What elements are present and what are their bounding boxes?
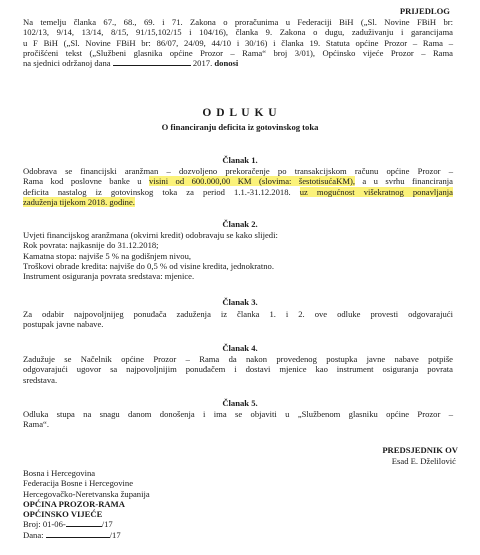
preamble [23,17,453,68]
article-4-line: odgovarajući ugovor sa najpovoljnijim ponuđačem i dostavi mjenice kao instrument osiguranja povrata [23,364,453,375]
footer-line: Hercegovačko-Neretvanska županija [23,488,150,499]
article-5-line: Rama“. [23,419,50,430]
date-line [23,530,243,540]
reference-number [23,519,243,529]
article-1-line [23,197,453,207]
amount-highlight: visini od 600.000,00 KM (slovima: šestotisućaKM), [149,176,355,187]
article-2-line: Kamatna stopa: najviše 5 % na godišnjem nivou, [23,250,192,261]
article-4-line: Zadužuje se Načelnik općine Prozor – Rama da nakon provedenog postupka javne nabave potpiše [23,354,453,364]
article-1-line [23,176,453,186]
broj-label: Broj: 01-06- [23,519,66,530]
document-title: O D L U K U [202,107,278,119]
article-2-line: Uvjeti financijskog aranžmana (okvirni kredit) odobravaju se kako slijedi: [23,230,278,240]
article-5-body [23,409,453,430]
article-3-line: Za odabir najpovoljnijeg ponuđača zaduženja iz članka 1. i 2. ove odluke provesti odgovarajući [23,309,453,319]
preamble-line: u F BiH („Sl. Novine FBiH br: 86/07, 24/09, 44/10 i 30/16) i članka 19. Statuta općine Prozor – Rama – [23,37,453,48]
article-1-line [23,187,453,197]
dana-year: /17 [109,529,121,540]
article-2-line: Rok povrata: najkasnije do 31.12.2018; [23,240,159,251]
council-name: OPĆINSKO VIJEĆE [23,509,103,520]
article-3-line: postupak javne nabave. [23,319,104,330]
article-1-body [23,166,453,207]
repeat-highlight: uz mogućnost višekratnog ponavljanja [299,186,453,197]
article-4-line: sredstava. [23,374,58,385]
preamble-line: 102/13, 9/14, 13/14, 8/15, 91/15,102/15 i 104/16), članka 9. Zakona o dugu, zaduživanju i garancijama [23,27,453,38]
preamble-line: Na temelju članka 67., 68., 69. i 71. Zakona o proračunima u Federaciji BiH („Sl. Novine FBiH br: [23,17,453,27]
broj-blank [66,526,102,527]
preamble-last-line [23,58,453,68]
signature-name: Esad E. Dželilović [391,456,456,466]
article-1-line: Odobrava se financijski aranžman – dozvoljeno prekoračenje po transakcijskom računu općine Prozor – [23,166,453,176]
article-3-body [23,309,453,330]
dana-blank [46,537,110,538]
dana-label: Dana: [23,529,46,540]
preamble-line: pročišćeni tekst („Službeni glasnika općine Prozor – Rama“ broj 3/01), Općinsko vijeće Prozor – Rama [23,47,453,58]
preamble-last-prefix: na sjednici održanoj dana [23,58,113,69]
footer-line: Federacija Bosne i Hercegovine [23,478,134,489]
date-blank [113,65,191,66]
preamble-last-suffix: 2017. [190,58,215,69]
article-1-text: Rama kod poslovne banke u [23,176,149,187]
municipality-name: OPĆINA PROZOR-RAMA [23,498,125,509]
article-4-heading: Članak 4. [222,343,258,353]
article-5-line: Odluka stupa na snagu danom donošenja i ima se objaviti u „Službenom glasniku općine Prozor – [23,409,453,419]
article-1-heading: Članak 1. [222,155,258,165]
article-5-heading: Članak 5. [222,398,258,408]
article-1-text: a u svrhu financiranja [354,176,453,187]
preamble-last-bold: donosi [214,58,239,69]
document-subtitle: O financiranju deficita iz gotovinskog toka [161,122,319,132]
article-4-body [23,354,453,385]
article-1-text: deficita nastalog iz gotovinskog toka za period 1.1.-31.12.2018. [23,186,300,197]
signature-title: PREDSJEDNIK OV [382,445,458,455]
article-3-heading: Članak 3. [222,297,258,307]
article-2-body [23,230,453,281]
draft-label: PRIJEDLOG [399,6,450,16]
footer-block [23,468,243,540]
article-2-line: Troškovi obrade kredita: najviše do 0,5 % od visine kredita, jednokratno. [23,260,275,271]
repeat-highlight-end: zaduženja tijekom 2018. godine. [23,196,135,207]
article-2-line: Instrument osiguranja povrata sredstava: mjenice. [23,271,195,282]
footer-line: Bosna i Hercegovina [23,468,96,478]
article-2-heading: Članak 2. [222,219,258,229]
broj-year: /17 [101,519,113,530]
